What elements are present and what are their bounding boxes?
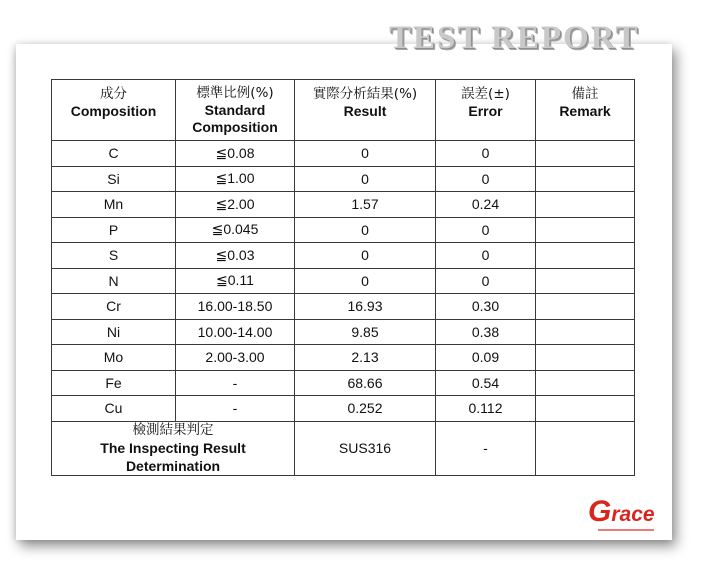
cell-result: 16.93 (295, 294, 436, 320)
cell-standard: - (176, 370, 295, 396)
table-row (52, 243, 635, 269)
cell-standard: ≦2.00 (176, 192, 295, 218)
cell-element: Fe (52, 370, 176, 396)
table-row (52, 370, 635, 396)
cell-remark (536, 166, 635, 192)
table-row (52, 319, 635, 345)
cell-result: 0 (295, 243, 436, 269)
cell-error: 0.112 (436, 396, 536, 422)
header-composition: 成分 Composition (52, 80, 176, 141)
table-row (52, 396, 635, 422)
cell-element: Cu (52, 396, 176, 422)
cell-error: 0 (436, 243, 536, 269)
cell-error: 0 (436, 268, 536, 294)
verdict-result: SUS316 (295, 421, 436, 475)
verdict-remark (536, 421, 635, 475)
cell-error: 0 (436, 166, 536, 192)
cell-element: Ni (52, 319, 176, 345)
composition-table (51, 79, 635, 476)
grace-logo: Grace (588, 498, 655, 527)
cell-remark (536, 217, 635, 243)
table-row (52, 217, 635, 243)
cell-result: 1.57 (295, 192, 436, 218)
cell-standard: ≦0.03 (176, 243, 295, 269)
cell-standard: 10.00-14.00 (176, 319, 295, 345)
cell-result: 68.66 (295, 370, 436, 396)
cell-result: 2.13 (295, 345, 436, 371)
cell-result: 0 (295, 268, 436, 294)
verdict-label-en: The Inspecting Result Determination (100, 439, 246, 474)
verdict-label-zh: 檢測結果判定 (132, 421, 214, 438)
cell-error: 0.38 (436, 319, 536, 345)
verdict-error: - (436, 421, 536, 475)
cell-remark (536, 268, 635, 294)
table-row (52, 166, 635, 192)
cell-remark (536, 141, 635, 167)
cell-error: 0 (436, 141, 536, 167)
table-header-row (52, 80, 635, 141)
cell-standard: ≦0.08 (176, 141, 295, 167)
cell-standard: 16.00-18.50 (176, 294, 295, 320)
cell-error: 0.24 (436, 192, 536, 218)
cell-remark (536, 294, 635, 320)
cell-error: 0.30 (436, 294, 536, 320)
cell-element: Si (52, 166, 176, 192)
cell-element: Cr (52, 294, 176, 320)
table-row (52, 294, 635, 320)
table-row (52, 268, 635, 294)
logo-underline (598, 529, 654, 531)
header-standard: 標準比例(%) Standard Composition (176, 80, 295, 141)
header-error: 誤差(±) Error (436, 80, 536, 141)
table-row (52, 345, 635, 371)
cell-element: N (52, 268, 176, 294)
cell-result: 0 (295, 166, 436, 192)
cell-result: 0 (295, 141, 436, 167)
cell-element: C (52, 141, 176, 167)
cell-standard: ≦1.00 (176, 166, 295, 192)
cell-remark (536, 243, 635, 269)
cell-standard: ≦0.045 (176, 217, 295, 243)
report-title: TEST REPORT (389, 20, 640, 56)
cell-result: 9.85 (295, 319, 436, 345)
cell-remark (536, 192, 635, 218)
cell-standard: 2.00-3.00 (176, 345, 295, 371)
cell-error: 0 (436, 217, 536, 243)
cell-element: Mn (52, 192, 176, 218)
cell-element: Mo (52, 345, 176, 371)
cell-result: 0 (295, 217, 436, 243)
header-remark: 備註 Remark (536, 80, 635, 141)
cell-standard: ≦0.11 (176, 268, 295, 294)
cell-remark (536, 345, 635, 371)
verdict-label (52, 421, 295, 475)
cell-remark (536, 396, 635, 422)
verdict-row (52, 421, 635, 475)
cell-remark (536, 370, 635, 396)
cell-error: 0.09 (436, 345, 536, 371)
cell-error: 0.54 (436, 370, 536, 396)
cell-result: 0.252 (295, 396, 436, 422)
cell-element: P (52, 217, 176, 243)
table-row (52, 141, 635, 167)
table-row (52, 192, 635, 218)
cell-remark (536, 319, 635, 345)
header-result: 實際分析結果(%) Result (295, 80, 436, 141)
cell-element: S (52, 243, 176, 269)
cell-standard: - (176, 396, 295, 422)
